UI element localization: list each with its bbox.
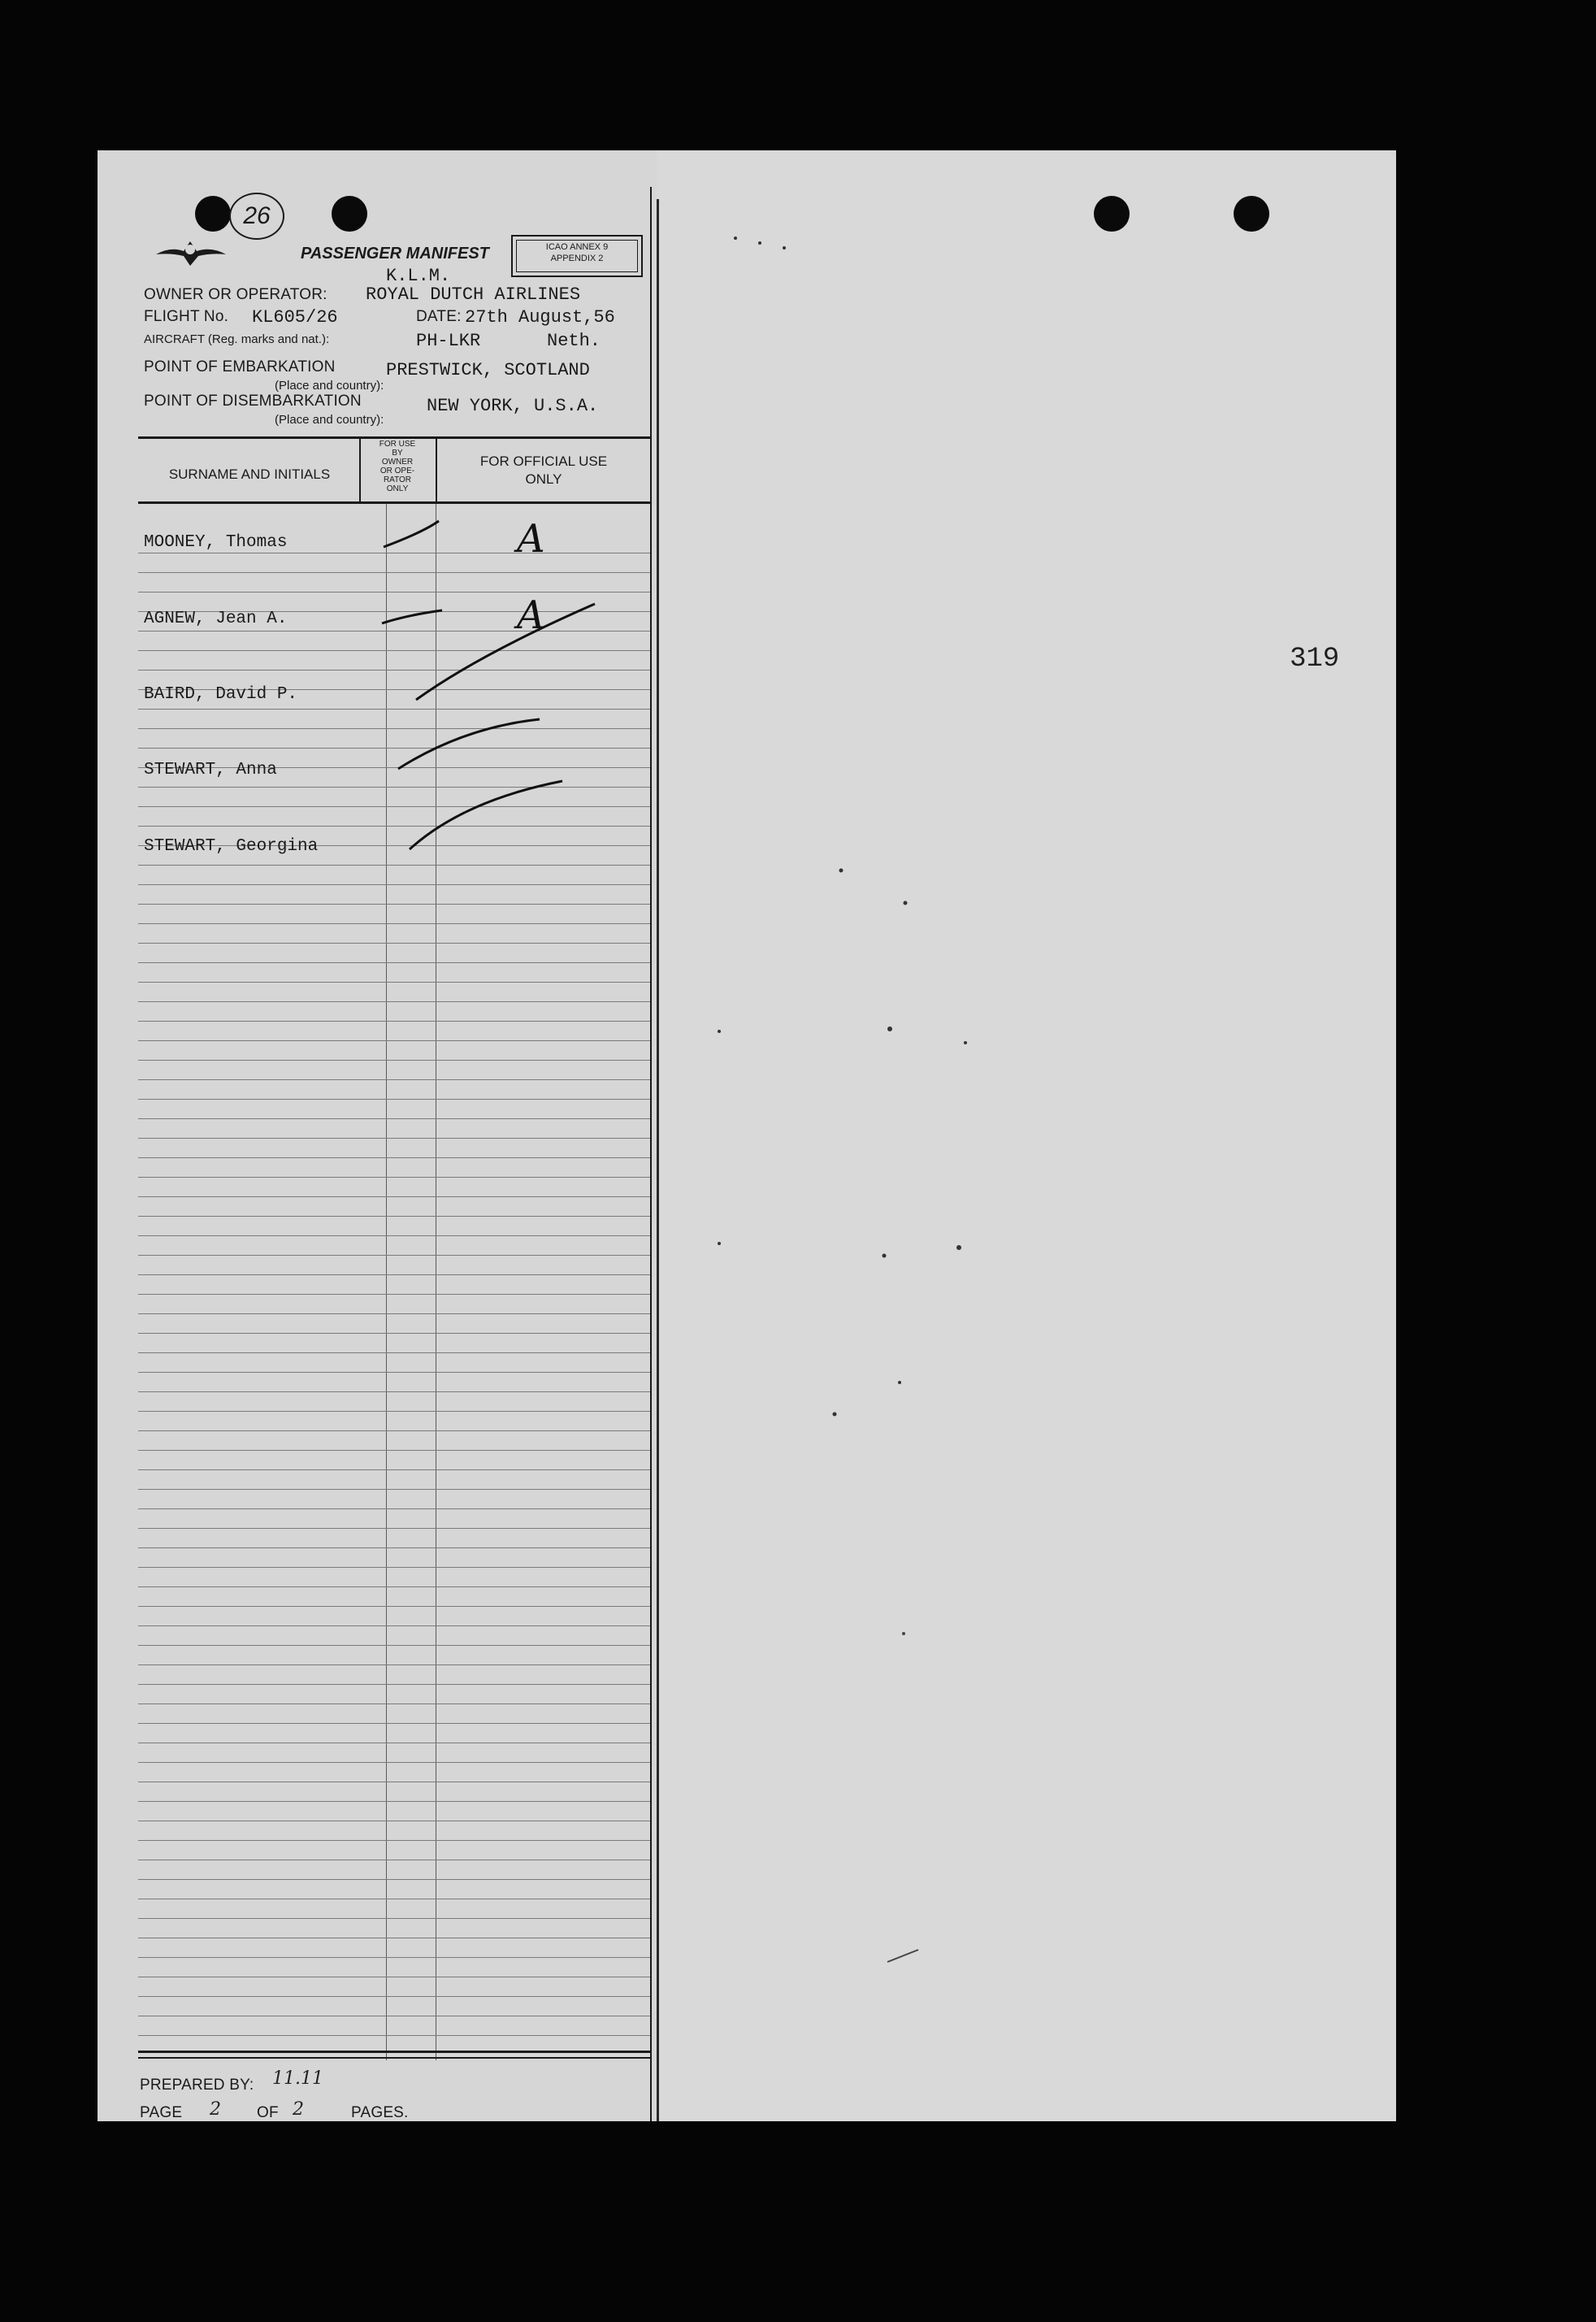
pages-label: PAGES. (351, 2104, 409, 2121)
aircraft-reg: PH-LKR (416, 331, 481, 351)
aircraft-label: AIRCRAFT (Reg. marks and nat.): (144, 332, 330, 346)
col-surname-header: SURNAME AND INITIALS (168, 467, 331, 482)
embark-value: PRESTWICK, SCOTLAND (386, 360, 590, 380)
owner-label: OWNER OR OPERATOR: (144, 286, 327, 303)
disembark-label: POINT OF DISEMBARKATION (144, 393, 362, 410)
form-title: PASSENGER MANIFEST (301, 245, 489, 263)
official-mark: A (517, 516, 545, 562)
disembark-sub: (Place and country): (275, 413, 384, 427)
scan-specks (98, 150, 1396, 2121)
owner-value-line1: K.L.M. (386, 266, 451, 286)
page-value: 2 (210, 2099, 221, 2120)
manifest-sheet (98, 150, 1396, 2121)
prepared-value: 11.11 (272, 2068, 323, 2089)
aircraft-nat: Neth. (547, 331, 601, 351)
embark-sub: (Place and country): (275, 379, 384, 393)
passenger-name: MOONEY, Thomas (144, 533, 288, 552)
passenger-name: STEWART, Georgina (144, 837, 319, 856)
prepared-label: PREPARED BY: (140, 2077, 254, 2094)
passenger-name: AGNEW, Jean A. (144, 610, 288, 628)
disembark-value: NEW YORK, U.S.A. (427, 396, 599, 416)
annex-line2: APPENDIX 2 (550, 254, 604, 263)
embark-label: POINT OF EMBARKATION (144, 358, 336, 375)
date-value: 27th August,56 (465, 307, 615, 328)
owner-value-line2: ROYAL DUTCH AIRLINES (366, 284, 581, 305)
annex-line1: ICAO ANNEX 9 (545, 242, 609, 252)
stamp-number: 26 (243, 202, 271, 229)
official-mark: A (517, 592, 545, 638)
passenger-name: BAIRD, David P. (144, 685, 298, 704)
flight-value: KL605/26 (252, 307, 338, 328)
date-label: DATE: (416, 308, 462, 325)
flight-label: FLIGHT No. (144, 308, 229, 325)
of-value: 2 (293, 2099, 304, 2120)
passenger-name: STEWART, Anna (144, 761, 277, 779)
page-label: PAGE (140, 2104, 183, 2121)
col-official-header: FOR OFFICIAL USE ONLY (479, 454, 608, 487)
of-label: OF (257, 2104, 279, 2121)
archive-page-number: 319 (1290, 644, 1340, 675)
col-owner-header: FOR USE BY OWNER OR OPE- RATOR ONLY (379, 440, 416, 493)
